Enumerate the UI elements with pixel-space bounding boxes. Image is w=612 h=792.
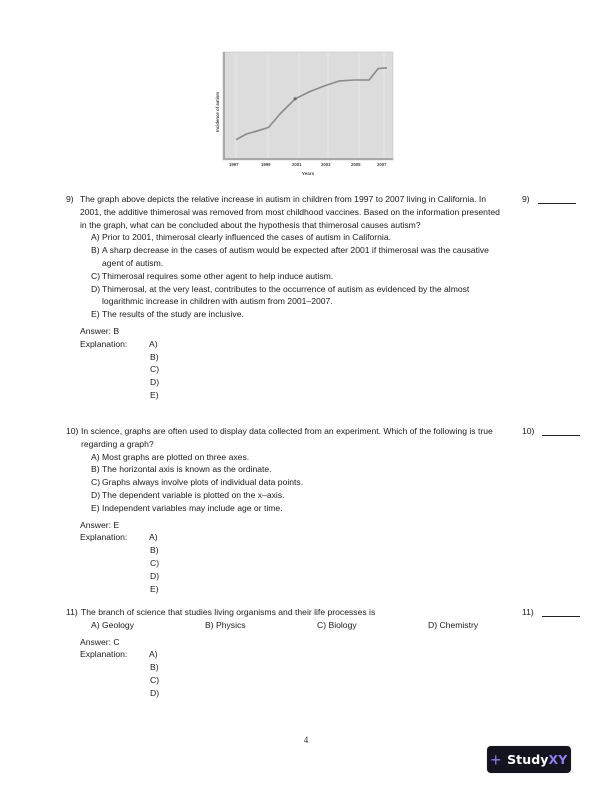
x-tick-label: 1997	[229, 162, 239, 167]
x-tick-label: 2003	[321, 162, 331, 167]
explanation-item: C)	[150, 557, 160, 568]
line-chart	[212, 44, 402, 184]
highlight-point	[294, 97, 297, 100]
question-text: The branch of science that studies living organisms and their life processes is	[81, 607, 376, 617]
explanation-items	[149, 531, 159, 595]
blank-label: 10)	[522, 426, 535, 436]
options-row	[66, 619, 506, 632]
explanation-item: E)	[150, 389, 159, 400]
plus-icon: +	[490, 749, 502, 770]
question-stem	[66, 425, 506, 451]
explanation	[66, 531, 506, 595]
question-number: 10)	[66, 426, 79, 436]
explanation	[66, 648, 506, 699]
blank-label: 9)	[522, 194, 530, 204]
studyxy-badge[interactable]	[487, 746, 571, 773]
explanation-label: Explanation:	[80, 338, 128, 349]
option-c: C) Graphs always involve plots of individual data points.	[91, 477, 304, 488]
question-stem	[66, 193, 506, 231]
explanation-item: A)	[149, 532, 158, 543]
option-a: A) Most graphs are plotted on three axes.	[91, 451, 250, 462]
option-b: B) The horizontal axis is known as the ordinate.	[91, 464, 272, 475]
x-tick-label: 2007	[377, 162, 387, 167]
question-10	[66, 425, 506, 595]
answer-blank-10[interactable]	[522, 426, 580, 436]
explanation-item: C)	[150, 364, 160, 375]
x-tick-label: 2005	[351, 162, 361, 167]
option-a: A) Prior to 2001, thimerosal clearly influenced the cases of autism in California.	[91, 232, 391, 243]
option-d: D) Chemistry	[428, 619, 479, 630]
blank-line[interactable]	[542, 608, 580, 617]
x-tick-labels	[229, 162, 387, 167]
answer-blank-11[interactable]	[522, 607, 580, 617]
question-text: The graph above depicts the relative increase in autism in children from 1997 to 2007 living in California. In 2001, the additive thimerosal was removed from most childhood vaccines. Based on the information presented in the graph, what can be concluded about the hypothesis that thimerosal causes autism?	[80, 194, 500, 230]
explanation-item: B)	[150, 662, 159, 673]
explanation-item: A)	[149, 338, 158, 349]
brand-name: StudyXY	[507, 752, 568, 767]
page-number: 4	[303, 735, 309, 745]
x-tick-label: 2001	[292, 162, 302, 167]
option-a: A) Geology	[91, 619, 134, 630]
explanation-item: E)	[150, 583, 159, 594]
explanation-item: B)	[150, 545, 159, 556]
explanation-item: C)	[150, 674, 160, 685]
option-c: C) Thimerosal requires some other agent to help induce autism.	[91, 270, 334, 281]
question-text: In science, graphs are often used to display data collected from an experiment. Which of the following is true regarding a graph?	[81, 426, 493, 449]
explanation-item: A)	[149, 649, 158, 660]
explanation	[66, 338, 506, 402]
question-11	[66, 606, 506, 700]
x-tick-label: 1999	[261, 162, 271, 167]
option-b: B) Physics	[205, 619, 246, 630]
option-e: E) Independent variables may include age or time.	[91, 502, 283, 513]
autism-incidence-chart	[212, 44, 402, 184]
option-e: E) The results of the study are inclusive.	[91, 309, 244, 320]
question-stem	[66, 606, 506, 619]
answer-line: Answer: E	[80, 519, 120, 530]
plot-area	[223, 52, 393, 160]
blank-line[interactable]	[538, 195, 576, 204]
explanation-item: D)	[150, 377, 160, 388]
option-b: B) A sharp decrease in the cases of autism would be expected after 2001 if thimerosal was the causative agent of autism.	[91, 245, 489, 268]
answer-blank-9[interactable]	[522, 194, 576, 204]
x-axis-label: Years	[301, 171, 315, 176]
explanation-item: B)	[150, 351, 159, 362]
y-axis-label: Incidence of autism	[215, 91, 220, 132]
question-number: 11)	[66, 607, 78, 617]
explanation-item: D)	[150, 687, 160, 698]
answer-line: Answer: B	[80, 325, 120, 336]
explanation-item: D)	[150, 570, 160, 581]
blank-label: 11)	[522, 607, 534, 617]
explanation-items	[149, 648, 159, 699]
answer-line: Answer: C	[80, 636, 120, 647]
explanation-label: Explanation:	[80, 532, 128, 543]
option-c: C) Biology	[317, 619, 357, 630]
explanation-items	[149, 338, 159, 402]
explanation-label: Explanation:	[80, 649, 128, 660]
blank-line[interactable]	[542, 427, 580, 436]
option-d: D) The dependent variable is plotted on the x–axis.	[91, 489, 285, 500]
question-9	[66, 193, 506, 402]
options-list	[66, 451, 506, 515]
question-number: 9)	[66, 194, 74, 204]
options-list	[66, 231, 506, 321]
option-d: D) Thimerosal, at the very least, contributes to the occurrence of autism as evidenced by the almost logarithmic increase in children with autism from 2001–2007.	[91, 283, 470, 307]
